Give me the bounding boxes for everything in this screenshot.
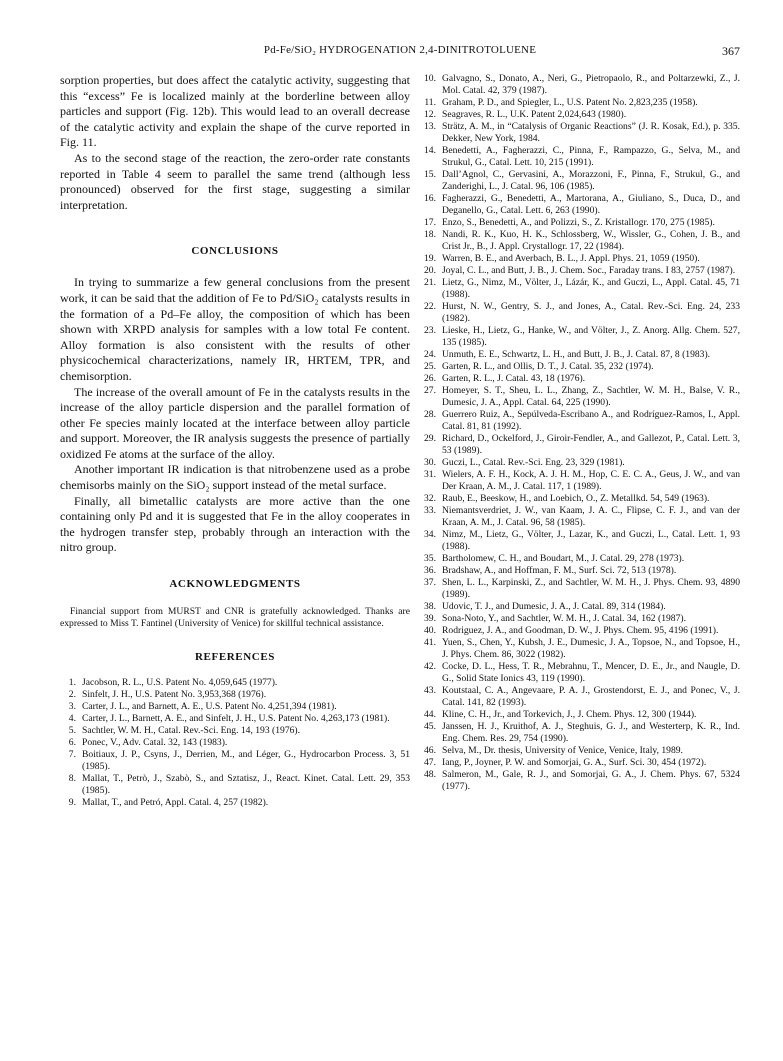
reference-item bbox=[420, 277, 740, 301]
reference-item bbox=[420, 685, 740, 709]
reference-number: 39. bbox=[424, 613, 436, 624]
reference-number: 43. bbox=[424, 685, 436, 696]
reference-text: Raub, E., Beeskow, H., and Loebich, O., Z. Metallkd. 54, 549 (1963). bbox=[442, 493, 710, 504]
reference-item bbox=[420, 229, 740, 253]
reference-text: Hurst, N. W., Gentry, S. J., and Jones, A., Catal. Rev.-Sci. Eng. 24, 233 (1982). bbox=[442, 301, 740, 324]
reference-text: Bradshaw, A., and Hoffman, F. M., Surf. Sci. 72, 513 (1978). bbox=[442, 565, 677, 576]
reference-text: Galvagno, S., Donato, A., Neri, G., Pietropaolo, R., and Poltarzewki, Z., J. Mol. Catal. 42, 379 (1987). bbox=[442, 73, 740, 96]
reference-item bbox=[60, 725, 410, 737]
reference-text: Mallat, T., Petrò, J., Szabò, S., and Sztatisz, J., React. Kinet. Catal. Lett. 29, 353 (1985). bbox=[82, 772, 410, 796]
reference-text: Salmeron, M., Gale, R. J., and Somorjai, G. A., J. Chem. Phys. 67, 5324 (1977). bbox=[442, 769, 740, 792]
reference-text: Garten, R. L., J. Catal. 43, 18 (1976). bbox=[442, 373, 586, 384]
reference-item bbox=[420, 433, 740, 457]
reference-item bbox=[420, 301, 740, 325]
reference-item bbox=[420, 745, 740, 757]
reference-text: Fagherazzi, G., Benedetti, A., Martorana, A., Giuliano, S., Duca, D., and Deganello, G., Catal. Lett. 6, 263 (1990). bbox=[442, 193, 740, 216]
reference-number: 31. bbox=[424, 469, 436, 480]
body-paragraph: As to the second stage of the reaction, the zero-order rate constants reported in Table 4 seem to parallel the same trend (although less pronounced) observed for the first stage, suggesting a similar interpretation. bbox=[60, 150, 410, 212]
reference-number: 16. bbox=[424, 193, 436, 204]
reference-item bbox=[420, 505, 740, 529]
reference-number: 26. bbox=[424, 373, 436, 384]
reference-number: 11. bbox=[424, 97, 436, 108]
reference-text: Sona-Noto, Y., and Sachtler, W. M. H., J. Catal. 34, 162 (1987). bbox=[442, 613, 686, 624]
reference-item bbox=[420, 385, 740, 409]
reference-text: Yuen, S., Chen, Y., Kubsh, J. E., Dumesic, J. A., Topsoe, N., and Topsoe, H., J. Phys. Chem. 86, 3022 (1982). bbox=[442, 637, 740, 660]
reference-text: Rodriguez, J. A., and Goodman, D. W., J. Phys. Chem. 95, 4196 (1991). bbox=[442, 625, 719, 636]
left-column bbox=[60, 73, 410, 809]
reference-item bbox=[420, 637, 740, 661]
reference-item bbox=[60, 701, 410, 713]
reference-text: Janssen, H. J., Kruithof, A. J., Steghuis, G. J., and Westerterp, K. R., Ind. Eng. Chem. Res. 29, 754 (1990). bbox=[442, 721, 740, 744]
reference-item bbox=[420, 253, 740, 265]
reference-text: Nandi, R. K., Kuo, H. K., Schlossberg, W., Wissler, G., Cohen, J. B., and Crist Jr., B., J. Appl. Crystallogr. 17, 22 (1984). bbox=[442, 229, 740, 252]
reference-number: 48. bbox=[424, 769, 436, 780]
reference-number: 37. bbox=[424, 577, 436, 588]
reference-number: 1. bbox=[68, 676, 76, 688]
reference-number: 25. bbox=[424, 361, 436, 372]
reference-number: 14. bbox=[424, 145, 436, 156]
reference-number: 41. bbox=[424, 637, 436, 648]
reference-number: 5. bbox=[68, 724, 76, 736]
reference-text: Sinfelt, J. H., U.S. Patent No. 3,953,368 (1976). bbox=[82, 688, 267, 700]
reference-number: 13. bbox=[424, 121, 436, 132]
reference-text: Dall’Agnol, C., Gervasini, A., Morazzoni, F., Pinna, F., Strukul, G., and Zanderighi, L., J. Catal. 96, 106 (1985). bbox=[442, 169, 740, 192]
reference-item bbox=[420, 217, 740, 229]
reference-text: Garten, R. L., and Ollis, D. T., J. Catal. 35, 232 (1974). bbox=[442, 361, 654, 372]
conclusions-heading: CONCLUSIONS bbox=[191, 245, 279, 258]
reference-text: Strätz, A. M., in “Catalysis of Organic Reactions” (J. R. Kosak, Ed.), p. 335. Dekker, New York, 1984. bbox=[442, 121, 740, 144]
reference-list bbox=[420, 73, 740, 793]
reference-text: Enzo, S., Benedetti, A., and Polizzi, S., Z. Kristallogr. 170, 275 (1985). bbox=[442, 217, 715, 228]
reference-text: Kline, C. H., Jr., and Torkevich, J., J. Chem. Phys. 12, 300 (1944). bbox=[442, 709, 697, 720]
reference-item bbox=[60, 749, 410, 773]
reference-number: 36. bbox=[424, 565, 436, 576]
reference-text: Guerrero Ruiz, A., Sepúlveda-Escribano A., and Rodríguez-Ramos, I., Appl. Catal. 81, 81 (1992). bbox=[442, 409, 740, 432]
reference-text: Carter, J. L., and Barnett, A. E., U.S. Patent No. 4,251,394 (1981). bbox=[82, 700, 337, 712]
references-heading: REFERENCES bbox=[195, 650, 275, 663]
reference-number: 7. bbox=[68, 748, 76, 760]
reference-number: 20. bbox=[424, 265, 436, 276]
reference-text: Richard, D., Ockelford, J., Giroir-Fendler, A., and Gallezot, P., Catal. Lett. 3, 53 (1989). bbox=[442, 433, 740, 456]
reference-item bbox=[60, 713, 410, 725]
reference-item bbox=[420, 493, 740, 505]
reference-number: 15. bbox=[424, 169, 436, 180]
reference-number: 47. bbox=[424, 757, 436, 768]
page-number: 367 bbox=[722, 44, 740, 58]
reference-item bbox=[420, 361, 740, 373]
reference-number: 6. bbox=[68, 736, 76, 748]
reference-item bbox=[420, 565, 740, 577]
reference-number: 28. bbox=[424, 409, 436, 420]
running-head: Pd-Fe/SiO₂ HYDROGENATION 2,4-DINITROTOLUENE bbox=[263, 44, 537, 56]
reference-item bbox=[420, 97, 740, 109]
reference-number: 29. bbox=[424, 433, 436, 444]
reference-text: Homeyer, S. T., Sheu, L. L., Zhang, Z., Sachtler, W. M. H., Balse, V. R., Dumesic, J. A., Appl. Catal. 64, 225 (1990). bbox=[442, 385, 740, 408]
reference-number: 42. bbox=[424, 661, 436, 672]
reference-number: 4. bbox=[68, 712, 76, 724]
right-column bbox=[420, 73, 740, 793]
reference-text: Koutstaal, C. A., Angevaare, P. A. J., Grostendorst, E. J., and Ponec, V., J. Catal. 141, 82 (1993). bbox=[442, 685, 740, 708]
reference-text: Bartholomew, C. H., and Boudart, M., J. Catal. 29, 278 (1973). bbox=[442, 553, 685, 564]
reference-text: Carter, J. L., Barnett, A. E., and Sinfelt, J. H., U.S. Patent No. 4,263,173 (1981). bbox=[82, 712, 390, 724]
reference-item bbox=[420, 109, 740, 121]
acknowledgments-heading: ACKNOWLEDGMENTS bbox=[169, 578, 301, 591]
reference-item bbox=[420, 265, 740, 277]
reference-text: Selva, M., Dr. thesis, University of Venice, Venice, Italy, 1989. bbox=[442, 745, 683, 756]
reference-item bbox=[420, 661, 740, 685]
reference-item bbox=[420, 169, 740, 193]
reference-item bbox=[60, 737, 410, 749]
reference-number: 18. bbox=[424, 229, 436, 240]
reference-number: 32. bbox=[424, 493, 436, 504]
reference-item bbox=[420, 121, 740, 145]
reference-number: 2. bbox=[68, 688, 76, 700]
reference-item bbox=[420, 553, 740, 565]
reference-text: Nimz, M., Lietz, G., Völter, J., Lazar, K., and Guczi, L., Catal. Lett. 1, 93 (1988). bbox=[442, 529, 740, 552]
reference-item bbox=[420, 349, 740, 361]
reference-number: 3. bbox=[68, 700, 76, 712]
reference-number: 19. bbox=[424, 253, 436, 264]
reference-item bbox=[420, 757, 740, 769]
reference-text: Wielers, A. F. H., Kock, A. J. H. M., Hop, C. E. C. A., Geus, J. W., and van Der Kraan, A. M., J. Catal. 117, 1 (1989). bbox=[442, 469, 740, 492]
reference-number: 40. bbox=[424, 625, 436, 636]
reference-number: 23. bbox=[424, 325, 436, 336]
reference-item bbox=[420, 469, 740, 493]
reference-number: 9. bbox=[68, 796, 76, 808]
reference-text: Mallat, T., and Petró, Appl. Catal. 4, 257 (1982). bbox=[82, 796, 269, 808]
reference-text: Sachtler, W. M. H., Catal. Rev.-Sci. Eng. 14, 193 (1976). bbox=[82, 724, 301, 736]
reference-number: 21. bbox=[424, 277, 436, 288]
reference-item bbox=[420, 145, 740, 169]
acknowledgments-text: Financial support from MURST and CNR is gratefully acknowledged. Thanks are expressed to Miss T. Fantinel (University of Venice) for skillful technical assistance. bbox=[60, 606, 410, 630]
reference-item bbox=[420, 325, 740, 349]
reference-text: Ponec, V., Adv. Catal. 32, 143 (1983). bbox=[82, 736, 228, 748]
reference-item bbox=[420, 529, 740, 553]
reference-text: Shen, L. L., Karpinski, Z., and Sachtler, W. M. H., J. Phys. Chem. 93, 4890 (1989). bbox=[442, 577, 740, 600]
reference-item bbox=[420, 721, 740, 745]
reference-item bbox=[420, 577, 740, 601]
reference-text: Jacobson, R. L., U.S. Patent No. 4,059,645 (1977). bbox=[82, 676, 278, 688]
reference-number: 33. bbox=[424, 505, 436, 516]
reference-number: 46. bbox=[424, 745, 436, 756]
conclusions-paragraph: Another important IR indication is that nitrobenzene used as a probe chemisorbs mainly on the SiO₂ support instead of the metal surface. bbox=[60, 462, 410, 493]
reference-text: Warren, B. E., and Averbach, B. L., J. Appl. Phys. 21, 1059 (1950). bbox=[442, 253, 700, 264]
reference-text: Graham, P. D., and Spiegler, L., U.S. Patent No. 2,823,235 (1958). bbox=[442, 97, 698, 108]
reference-number: 34. bbox=[424, 529, 436, 540]
reference-text: Lieske, H., Lietz, G., Hanke, W., and Völter, J., Z. Anorg. Allg. Chem. 527, 135 (1985). bbox=[442, 325, 740, 348]
reference-item bbox=[420, 601, 740, 613]
reference-item bbox=[60, 689, 410, 701]
reference-number: 22. bbox=[424, 301, 436, 312]
reference-text: Guczi, L., Catal. Rev.-Sci. Eng. 23, 329 (1981). bbox=[442, 457, 625, 468]
reference-text: Cocke, D. L., Hess, T. R., Mebrahnu, T., Mencer, D. E., Jr., and Naugle, D. G., Solid State Ionics 43, 119 (1990). bbox=[442, 661, 740, 684]
reference-item bbox=[420, 613, 740, 625]
reference-text: Udovic, T. J., and Dumesic, J. A., J. Catal. 89, 314 (1984). bbox=[442, 601, 666, 612]
reference-item bbox=[60, 677, 410, 689]
reference-item bbox=[420, 409, 740, 433]
conclusions-paragraph: Finally, all bimetallic catalysts are more active than the one containing only Pd and it is suggested that Fe in the alloy cooperates in the hydrogen transfer step, probably through an interaction with the nitro group. bbox=[60, 493, 410, 555]
reference-text: Boitiaux, J. P., Csyns, J., Derrien, M., and Léger, G., Hydrocarbon Process. 3, 51 (1985). bbox=[82, 748, 410, 772]
reference-item bbox=[420, 457, 740, 469]
conclusions-paragraph: The increase of the overall amount of Fe in the catalysts results in the increase of the alloy particle dispersion and the parallel formation of other Fe species mainly located at the interface between alloy particle and support. Moreover, the IR analysis suggests the presence of partially oxidized Fe atoms at the surface of the alloy. bbox=[60, 384, 410, 461]
reference-number: 45. bbox=[424, 721, 436, 732]
reference-text: Joyal, C. L., and Butt, J. B., J. Chem. Soc., Faraday trans. I 83, 2757 (1987). bbox=[442, 265, 736, 276]
reference-item bbox=[420, 709, 740, 721]
reference-number: 8. bbox=[68, 772, 76, 784]
reference-item bbox=[60, 797, 410, 809]
reference-text: Niemantsverdriet, J. W., van Kaam, J. A. C., Flipse, C. F. J., and van der Kraan, A. M., J. Catal. 96, 58 (1985). bbox=[442, 505, 740, 528]
reference-number: 27. bbox=[424, 385, 436, 396]
reference-text: Iang, P., Joyner, P. W. and Somorjai, G. A., Surf. Sci. 30, 454 (1972). bbox=[442, 757, 707, 768]
reference-number: 17. bbox=[424, 217, 436, 228]
reference-number: 38. bbox=[424, 601, 436, 612]
reference-item bbox=[420, 73, 740, 97]
reference-number: 12. bbox=[424, 109, 436, 120]
reference-item bbox=[420, 625, 740, 637]
reference-number: 35. bbox=[424, 553, 436, 564]
conclusions-paragraph: In trying to summarize a few general conclusions from the present work, it can be said that the addition of Fe to Pd/SiO₂ catalysts results in the formation of a Pd–Fe alloy, the composition of which has been shown with XRPD analysis for samples with a low total Fe content. Alloy formation is also consistent with the results of other physicochemical characterizations, namely IR, HRTEM, TPR, and chemisorption. bbox=[60, 275, 410, 383]
reference-text: Unmuth, E. E., Schwartz, L. H., and Butt, J. B., J. Catal. 87, 8 (1983). bbox=[442, 349, 711, 360]
page-header bbox=[60, 44, 740, 60]
reference-item bbox=[420, 373, 740, 385]
reference-number: 24. bbox=[424, 349, 436, 360]
reference-item bbox=[420, 193, 740, 217]
reference-text: Lietz, G., Nimz, M., Völter, J., Lázár, K., and Guczi, L., Appl. Catal. 45, 71 (1988). bbox=[442, 277, 740, 300]
reference-number: 10. bbox=[424, 73, 436, 84]
reference-number: 30. bbox=[424, 457, 436, 468]
reference-item bbox=[420, 769, 740, 793]
reference-item bbox=[60, 773, 410, 797]
reference-list bbox=[60, 677, 410, 809]
reference-text: Benedetti, A., Fagherazzi, C., Pinna, F., Rampazzo, G., Selva, M., and Strukul, G., Catal. Lett. 10, 215 (1991). bbox=[442, 145, 740, 168]
reference-number: 44. bbox=[424, 709, 436, 720]
body-paragraph: sorption properties, but does affect the catalytic activity, suggesting that this “excess” Fe is localized mainly at the borderline between alloy particles and support (Fig. 12b). This would lead to an overall decrease of the catalytic activity and explain the shape of the curve reported in Fig. 11. bbox=[60, 73, 410, 150]
reference-text: Seagraves, R. L., U.K. Patent 2,024,643 (1980). bbox=[442, 109, 627, 120]
